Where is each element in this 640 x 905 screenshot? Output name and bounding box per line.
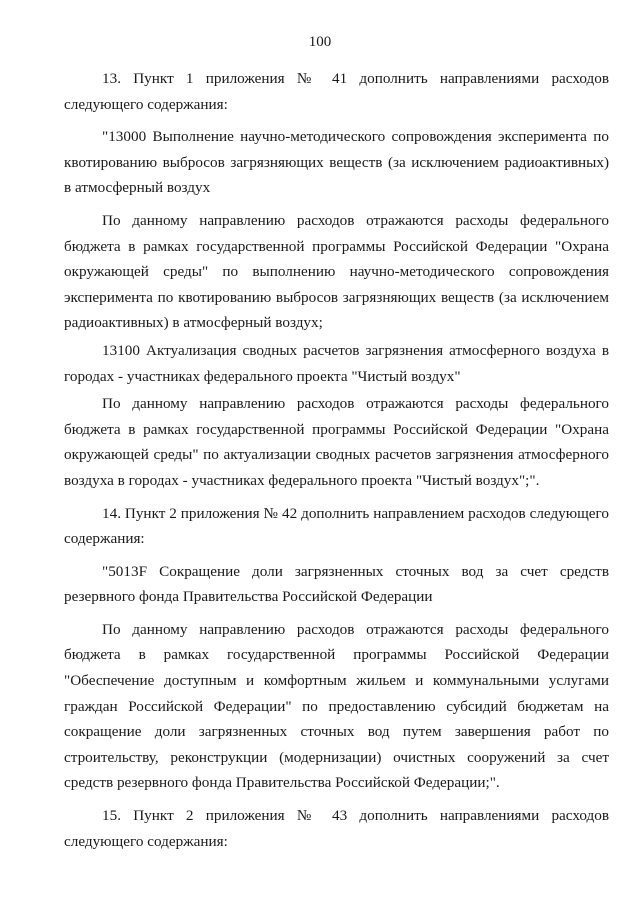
paragraph-description-5013F: По данному направлению расходов отражаются расходы федерального бюджета в рамках государственной программы Российской Федерации "Обеспечение доступным и комфортным жильем и коммунальными услугами граждан Российской Федерации" по предоставлению субсидий бюджетам на сокращение доли загрязненных сточных вод путем завершения работ по строительству, реконструкции (модернизации) очистных сооружений за счет средств резервного фонда Правительства Российской Федерации;".: [64, 620, 609, 792]
paragraph-item-13: 13. Пункт 1 приложения № 41 дополнить направлениями расходов следующего содержания:: [64, 70, 609, 113]
document-body: [64, 66, 609, 854]
paragraph-item-15: 15. Пункт 2 приложения № 43 дополнить направлениями расходов следующего содержания:: [64, 807, 609, 850]
paragraph-code-13000: "13000 Выполнение научно-методического сопровождения эксперимента по квотированию выбросов загрязняющих веществ (за исключением радиоактивных) в атмосферный воздух: [64, 128, 609, 197]
paragraph-code-13100: 13100 Актуализация сводных расчетов загрязнения атмосферного воздуха в городах - участниках федерального проекта "Чистый воздух": [64, 341, 609, 385]
paragraph-code-5013F: "5013F Сокращение доли загрязненных сточных вод за счет средств резервного фонда Правительства Российской Федерации: [64, 562, 609, 606]
paragraph-description-13000: По данному направлению расходов отражаются расходы федерального бюджета в рамках государственной программы Российской Федерации "Охрана окружающей среды" по выполнению научно-методического сопровождения эксперимента по квотированию выбросов загрязняющих веществ (за исключением радиоактивных) в атмосферный воздух;: [64, 211, 609, 332]
page-number: 100: [308, 34, 332, 50]
paragraph-description-13100: По данному направлению расходов отражаются расходы федерального бюджета в рамках государственной программы Российской Федерации "Охрана окружающей среды" по актуализации сводных расчетов загрязнения атмосферного воздуха в городах - участниках федерального проекта "Чистый воздух";".: [64, 395, 609, 489]
paragraph-item-14: 14. Пункт 2 приложения № 42 дополнить направлением расходов следующего содержания:: [64, 504, 609, 548]
